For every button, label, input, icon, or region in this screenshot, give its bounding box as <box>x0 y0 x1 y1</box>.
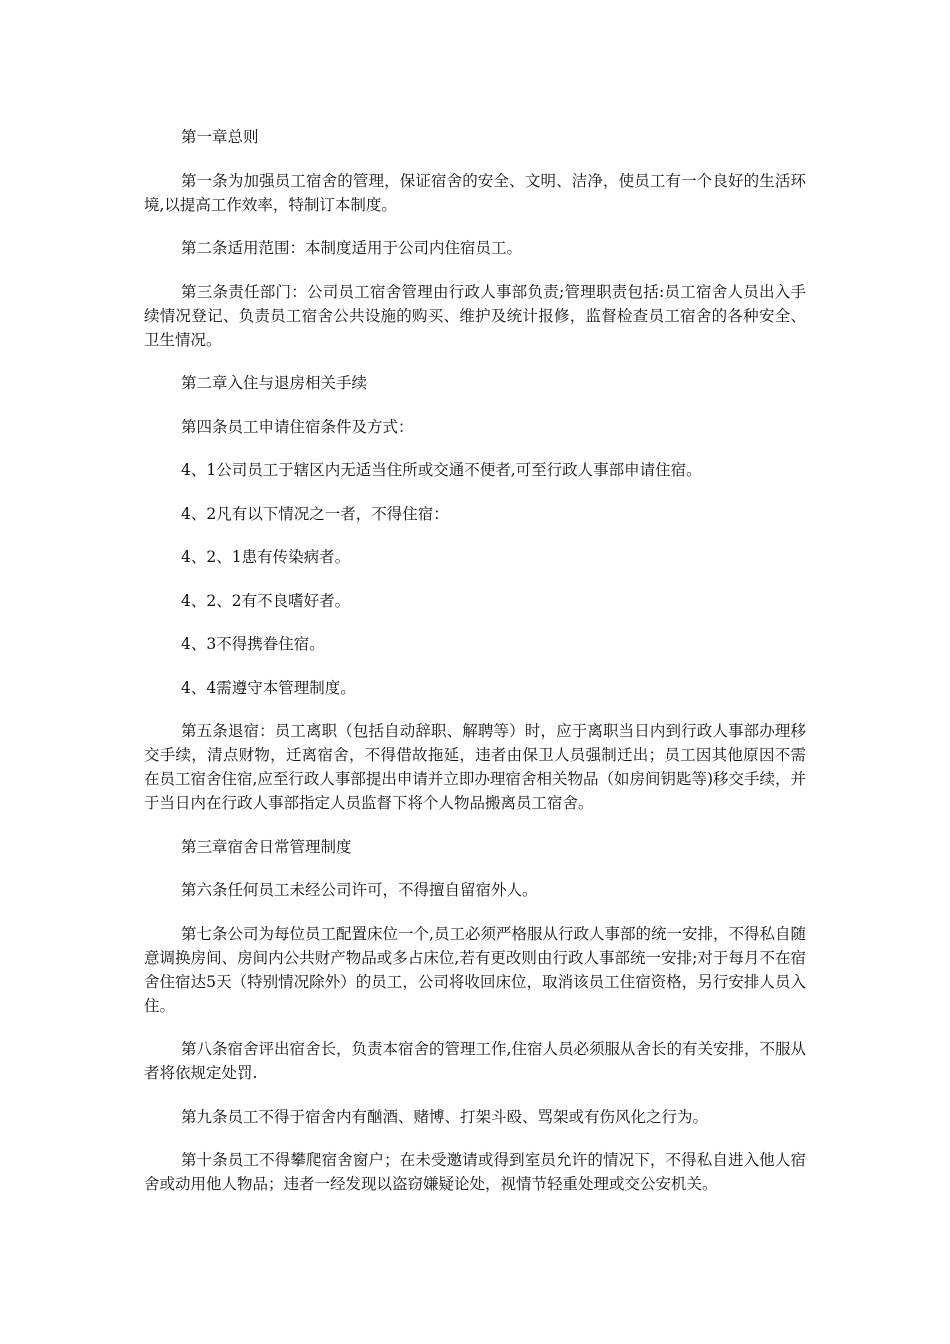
clause-4-1: 4、1公司员工于辖区内无适当住所或交通不便者,可至行政人事部申请住宿。 <box>181 461 702 479</box>
article-9: 第九条员工不得于宿舍内有酗酒、赌博、打架斗殴、骂架或有伤风化之行为。 <box>181 1107 709 1126</box>
chapter-1-heading: 第一章总则 <box>181 128 259 146</box>
clause-4-2: 4、2凡有以下情况之一者，不得住宿： <box>181 504 449 523</box>
clause-4-2-2: 4、2、2有不良嗜好者。 <box>181 591 351 610</box>
chapter-2-heading: 第二章入住与退房相关手续 <box>181 374 368 392</box>
article-8: 第八条宿舍评出宿舍长，负责本宿舍的管理工作,住宿人员必须服从舍长的有关安排，不服从者将依规定处罚. <box>144 1040 806 1082</box>
article-2: 第二条适用范围：本制度适用于公司内住宿员工。 <box>181 239 523 257</box>
article-1: 第一条为加强员工宿舍的管理，保证宿舍的安全、文明、洁净，使员工有一个良好的生活环境,以提高工作效率，特制订本制度。 <box>144 171 806 214</box>
chapter-3-heading: 第三章宿舍日常管理制度 <box>181 837 352 856</box>
clause-4-3: 4、3不得携眷住宿。 <box>181 635 325 653</box>
document-body <box>144 125 806 1216</box>
article-5: 第五条退宿：员工离职（包括自动辞职、解聘等）时，应于离职当日内到行政人事部办理移交手续，清点财物，迁离宿舍，不得借故拖延，违者由保卫人员强制迁出；员工因其他原因不需在员工宿舍住宿,应至行政人事部提出申请并立即办理宿舍相关物品（如房间钥匙等)移交手续，并于当日内在行政人事部指定人员监督下将个人物品搬离员工宿舍。 <box>144 722 806 812</box>
clause-4-4: 4、4需遵守本管理制度。 <box>181 678 356 697</box>
article-4: 第四条员工申请住宿条件及方式： <box>181 417 414 436</box>
article-6: 第六条任何员工未经公司许可，不得擅自留宿外人。 <box>181 881 538 899</box>
article-3: 第三条责任部门：公司员工宿舍管理由行政人事部负责;管理职责包括:员工宿舍人员出入手续情况登记、负责员工宿舍公共设施的购买、维护及统计报修，监督检查员工宿舍的各种安全、卫生情况。 <box>144 282 806 349</box>
article-7: 第七条公司为每位员工配置床位一个,员工必须严格服从行政人事部的统一安排，不得私自随意调换房间、房间内公共财产物品或多占床位,若有更改则由行政人事部统一安排;对于每月不在宿舍住宿达5天（特别情况除外）的员工，公司将收回床位，取消该员工住宿资格，另行安排人员入住。 <box>144 924 806 1015</box>
article-10: 第十条员工不得攀爬宿舍窗户；在未受邀请或得到室员允许的情况下，不得私自进入他人宿舍或动用他人物品；违者一经发现以盗窃嫌疑论处，视情节轻重处理或交公安机关。 <box>144 1151 806 1193</box>
clause-4-2-1: 4、2、1患有传染病者。 <box>181 548 351 566</box>
